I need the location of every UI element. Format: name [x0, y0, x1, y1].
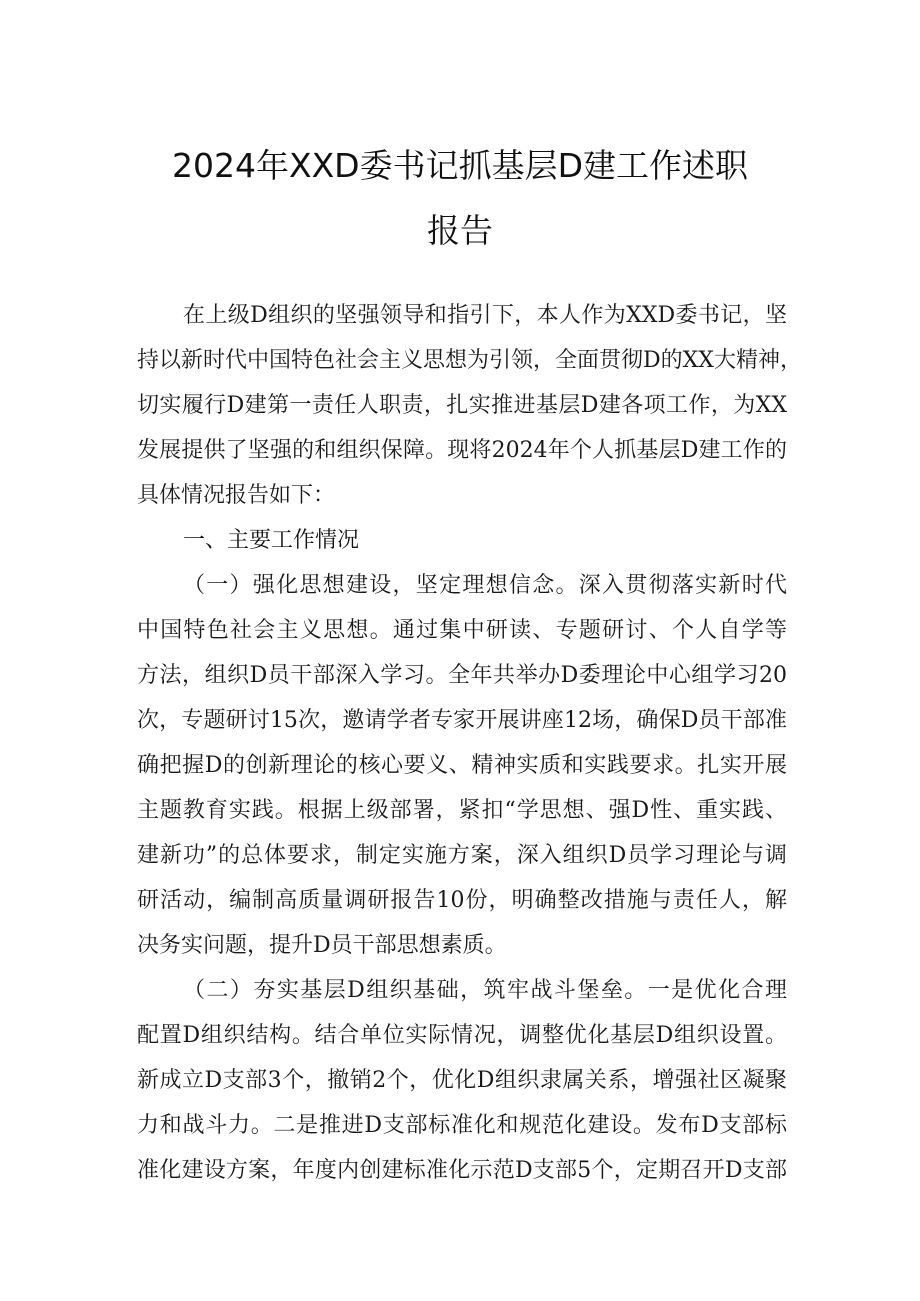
- intro-line: 切实履行D建第一责任人职责，扎实推进基层D建各项工作，为XX: [137, 393, 787, 418]
- section-heading: 一、主要工作情况: [183, 528, 360, 553]
- paragraph-line: 力和战斗力。二是推进D支部标准化和规范化建设。发布D支部标: [137, 1113, 787, 1138]
- intro-line: 发展提供了坚强的和组织保障。现将2024年个人抓基层D建工作的: [137, 438, 787, 463]
- intro-line: 在上级D组织的坚强领导和指引下，本人作为XXD委书记，坚: [183, 303, 787, 328]
- paragraph-line: 准化建设方案，年度内创建标准化示范D支部5个，定期召开D支部: [137, 1158, 787, 1183]
- paragraph-line: 决务实问题，提升D员干部思想素质。: [137, 933, 507, 958]
- intro-line: 具体情况报告如下：: [137, 483, 336, 508]
- paragraph-line: 主题教育实践。根据上级部署，紧扣“学思想、强D性、重实践、: [137, 798, 787, 823]
- paragraph-line: 确把握D的创新理论的核心要义、精神实质和实践要求。扎实开展: [137, 753, 787, 778]
- paragraph-line: （二）夯实基层D组织基础，筑牢战斗堡垒。一是优化合理: [183, 978, 787, 1003]
- document-title-line-2: 报告: [427, 211, 493, 250]
- paragraph-line: 新成立D支部3个，撤销2个，优化D组织隶属关系，增强社区凝聚: [137, 1068, 787, 1093]
- document-title-line-1: 2024年XXD委书记抓基层D建工作述职: [171, 146, 749, 185]
- paragraph-line: 次，专题研讨15次，邀请学者专家开展讲座12场，确保D员干部准: [137, 708, 787, 733]
- paragraph-line: 建新功”的总体要求，制定实施方案，深入组织D员学习理论与调: [137, 843, 787, 868]
- paragraph-line: 方法，组织D员干部深入学习。全年共举办D委理论中心组学习20: [137, 663, 787, 688]
- paragraph-line: 研活动，编制高质量调研报告10份，明确整改措施与责任人，解: [137, 888, 787, 913]
- paragraph-line: （一）强化思想建设，坚定理想信念。深入贯彻落实新时代: [183, 573, 787, 598]
- paragraph-line: 中国特色社会主义思想。通过集中研读、专题研讨、个人自学等: [137, 618, 787, 643]
- paragraph-line: 配置D组织结构。结合单位实际情况，调整优化基层D组织设置。: [137, 1023, 787, 1048]
- intro-line: 持以新时代中国特色社会主义思想为引领，全面贯彻D的XX大精神，: [137, 348, 802, 373]
